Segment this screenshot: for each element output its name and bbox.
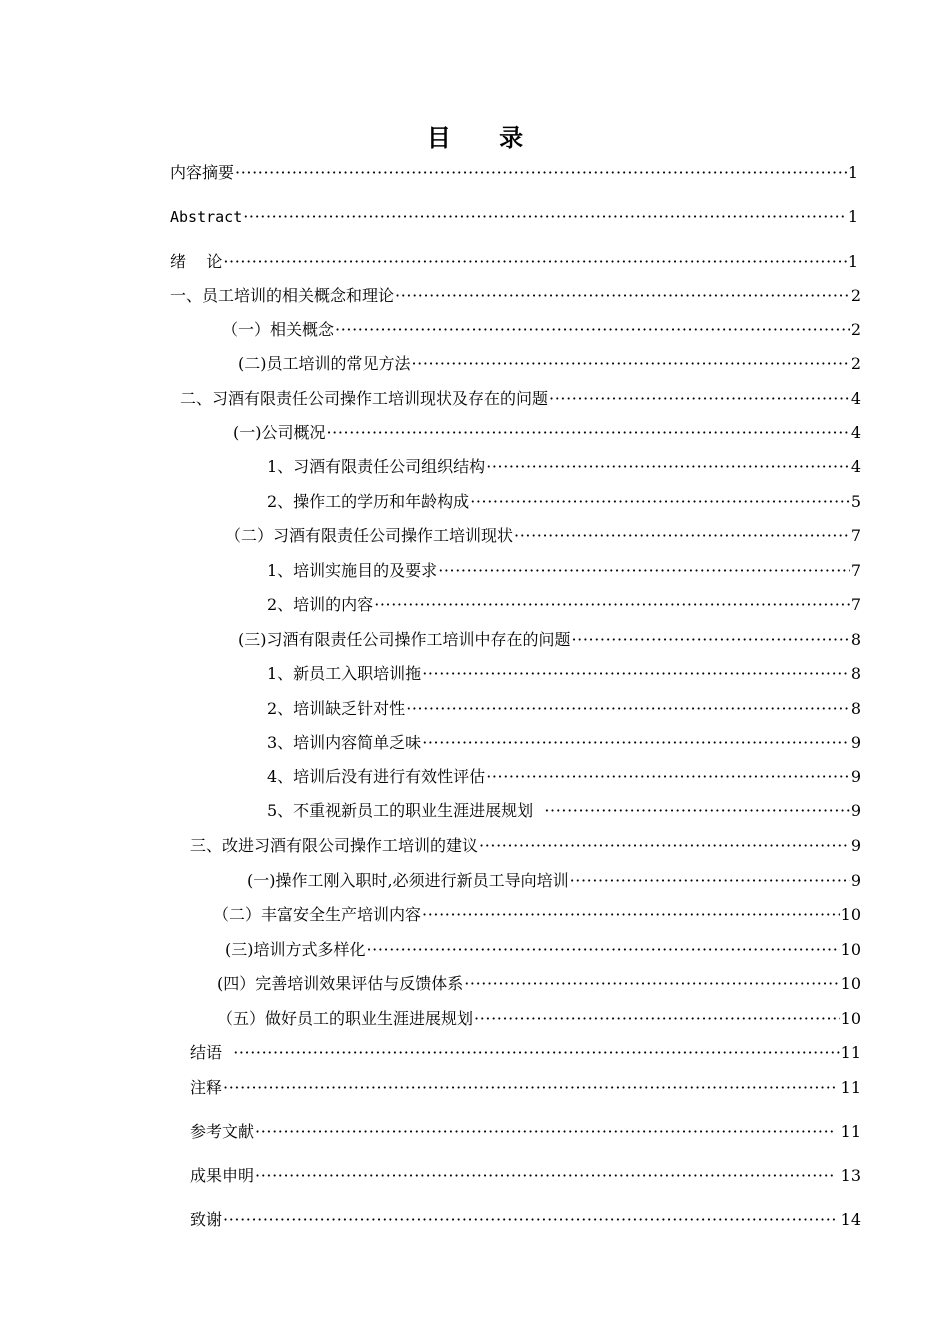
dot-leader [438, 559, 850, 583]
toc-entry[interactable] [267, 765, 861, 789]
toc-entry[interactable] [225, 524, 861, 548]
toc-entry[interactable] [217, 972, 861, 996]
toc-page-number: 8 [850, 699, 861, 718]
toc-entry-label: 结语 [190, 1043, 233, 1062]
toc-page-number: 9 [850, 767, 861, 786]
toc-title: 目 录 [426, 123, 544, 152]
toc-page-number: 7 [850, 561, 861, 580]
toc-page-number: 1 [847, 207, 858, 226]
dot-leader [544, 799, 849, 823]
toc-entry[interactable] [267, 455, 861, 479]
dot-leader [255, 1164, 835, 1188]
toc-entry[interactable] [190, 1041, 861, 1065]
toc-entry[interactable] [180, 387, 861, 411]
toc-entry-label: 绪 论 [170, 252, 223, 271]
toc-entry[interactable] [190, 1076, 861, 1100]
toc-page-number: 2 [850, 354, 861, 373]
dot-leader [422, 731, 850, 755]
dot-leader [570, 869, 850, 893]
toc-page-number: 4 [850, 457, 861, 476]
dot-leader [464, 972, 839, 996]
toc-entry-label: 3、培训内容简单乏味 [267, 733, 422, 752]
toc-entry[interactable] [170, 250, 858, 274]
toc-page-number: 9 [850, 871, 861, 890]
toc-page-number: 7 [850, 526, 861, 545]
dot-leader [406, 697, 850, 721]
toc-entry[interactable] [267, 490, 861, 514]
toc-entry-label: 5、不重视新员工的职业生涯进展规划 [267, 801, 544, 820]
toc-entry[interactable] [217, 1007, 861, 1031]
dot-leader [572, 628, 850, 652]
toc-entry[interactable] [190, 834, 861, 858]
toc-entry[interactable] [233, 421, 861, 445]
toc-page-number: 2 [850, 286, 861, 305]
toc-page-number: 14 [835, 1210, 861, 1229]
dot-leader [479, 834, 850, 858]
dot-leader [367, 938, 840, 962]
toc-entry[interactable] [222, 318, 861, 342]
toc-entry-label: (一)操作工刚入职时,必须进行新员工导向培训 [247, 871, 569, 890]
toc-entry-label: 2、操作工的学历和年龄构成 [267, 492, 470, 511]
toc-entry[interactable] [267, 799, 861, 823]
toc-entry[interactable] [238, 352, 861, 376]
toc-entry-label: 2、培训缺乏针对性 [267, 699, 406, 718]
toc-entry[interactable] [238, 628, 861, 652]
toc-entry-label: 注释 [190, 1078, 223, 1097]
toc-page-number: 11 [835, 1078, 861, 1097]
toc-entry[interactable] [267, 559, 861, 583]
dot-leader [235, 161, 847, 185]
toc-entry-label: （五）做好员工的职业生涯进展规划 [217, 1009, 474, 1028]
dot-leader [486, 765, 850, 789]
toc-entry[interactable] [247, 869, 861, 893]
toc-entry[interactable] [225, 938, 861, 962]
dot-leader [422, 903, 840, 927]
dot-leader [395, 284, 850, 308]
toc-entry[interactable] [190, 1208, 861, 1232]
dot-leader [243, 205, 847, 229]
dot-leader [549, 387, 850, 411]
toc-entry[interactable] [190, 1164, 861, 1188]
toc-entry-label: 致谢 [190, 1210, 223, 1229]
toc-page-number: 9 [850, 801, 861, 820]
toc-entry-label: 内容摘要 [170, 163, 235, 182]
dot-leader [335, 318, 850, 342]
toc-entry-label: 参考文献 [190, 1122, 255, 1141]
toc-entry-label: 一、员工培训的相关概念和理论 [170, 286, 395, 305]
toc-entry[interactable] [170, 205, 858, 229]
dot-leader [412, 352, 850, 376]
toc-entry[interactable] [170, 284, 861, 308]
dot-leader [223, 250, 846, 274]
toc-entry-label: 成果申明 [190, 1166, 255, 1185]
toc-page-number: 2 [850, 320, 861, 339]
dot-leader [486, 455, 850, 479]
toc-entry[interactable] [267, 697, 861, 721]
dot-leader [223, 1208, 835, 1232]
toc-entry-label: (一)公司概况 [233, 423, 326, 442]
dot-leader [327, 421, 850, 445]
toc-entry[interactable] [267, 593, 861, 617]
toc-page-number: 10 [840, 905, 861, 924]
toc-entry[interactable] [267, 731, 861, 755]
toc-entry[interactable] [267, 662, 861, 686]
toc-entry[interactable] [170, 161, 858, 185]
toc-entry-label: 2、培训的内容 [267, 595, 374, 614]
toc-entry-label: Abstract [170, 208, 243, 226]
toc-page-number: 5 [850, 492, 861, 511]
toc-entry-label: 1、培训实施目的及要求 [267, 561, 438, 580]
toc-page-number: 1 [847, 252, 858, 271]
dot-leader [514, 524, 850, 548]
toc-entry[interactable] [190, 1120, 861, 1144]
toc-page-number: 9 [850, 836, 861, 855]
toc-entry-label: （一）相关概念 [222, 320, 335, 339]
toc-entry-label: (四）完善培训效果评估与反馈体系 [217, 974, 464, 993]
toc-entry-label: 1、新员工入职培训拖 [267, 664, 422, 683]
toc-page-number: 4 [850, 389, 861, 408]
toc-entry-label: 1、习酒有限责任公司组织结构 [267, 457, 486, 476]
dot-leader [233, 1041, 839, 1065]
toc-page-number: 10 [840, 974, 861, 993]
dot-leader [374, 593, 850, 617]
toc-entry[interactable] [213, 903, 861, 927]
toc-page-number: 9 [850, 733, 861, 752]
dot-leader [255, 1120, 835, 1144]
toc-entry-label: (三)培训方式多样化 [225, 940, 366, 959]
toc-entry-label: (二)员工培训的常见方法 [238, 354, 411, 373]
toc-page-number: 8 [850, 630, 861, 649]
dot-leader [422, 662, 850, 686]
toc-page-number: 1 [847, 163, 858, 182]
toc-entry-label: (三)习酒有限责任公司操作工培训中存在的问题 [238, 630, 571, 649]
toc-entry-label: （二）丰富安全生产培训内容 [213, 905, 422, 924]
toc-page-number: 11 [835, 1122, 861, 1141]
toc-page-number: 4 [850, 423, 861, 442]
toc-page-number: 13 [835, 1166, 861, 1185]
toc-page-number: 10 [840, 1009, 861, 1028]
toc-page-number: 8 [850, 664, 861, 683]
toc-entry-label: 三、改进习酒有限公司操作工培训的建议 [190, 836, 479, 855]
toc-page-number: 7 [850, 595, 861, 614]
dot-leader [223, 1076, 835, 1100]
dot-leader [474, 1007, 840, 1031]
toc-entry-label: 4、培训后没有进行有效性评估 [267, 767, 486, 786]
dot-leader [470, 490, 850, 514]
toc-entry-label: （二）习酒有限责任公司操作工培训现状 [225, 526, 514, 545]
toc-page-number: 10 [840, 940, 861, 959]
toc-page-number: 11 [840, 1043, 861, 1062]
toc-entry-label: 二、习酒有限责任公司操作工培训现状及存在的问题 [180, 389, 549, 408]
